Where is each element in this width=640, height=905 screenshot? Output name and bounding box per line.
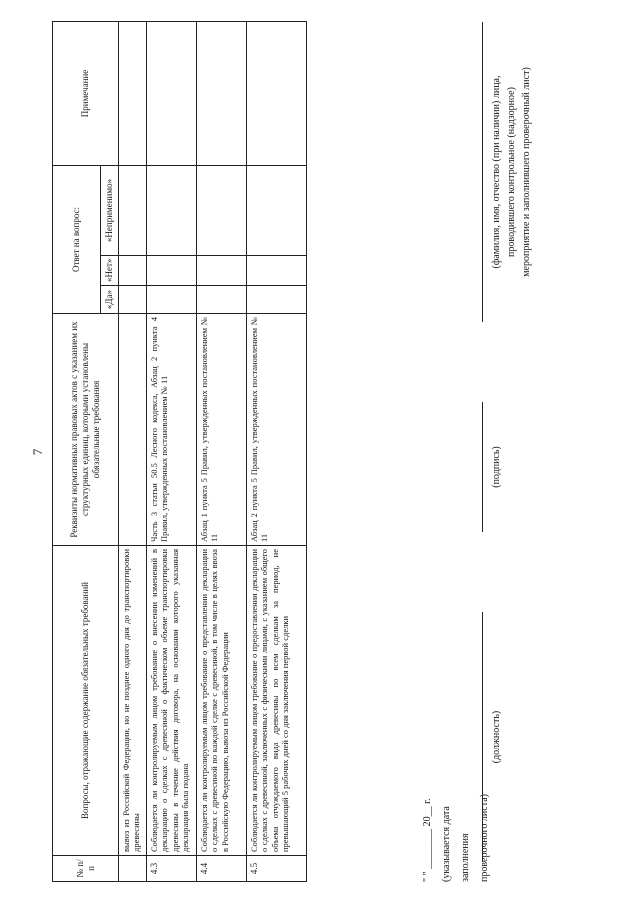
note-cell[interactable] <box>247 22 307 166</box>
answer-na-cell[interactable] <box>197 166 247 256</box>
date-caption: заполнения <box>460 833 471 882</box>
header-num: № п/п <box>53 856 119 882</box>
row-reference: Абзац 1 пункта 5 Правил, утвержденных постановлением № 11 <box>197 314 247 546</box>
requirements-table <box>52 21 307 882</box>
answer-yes-cell[interactable] <box>247 286 307 314</box>
answer-no-cell[interactable] <box>197 256 247 286</box>
note-cell[interactable] <box>147 22 197 166</box>
row-question: Соблюдается ли контролируемым лицом требование о предоставлении декларации о сделках с древесиной, заключенных с физическими лицами, с указанием общего объема отчуждаемого вида древесины по всем сделкам за период, не превышающий 5 рабочих дней со дня заключения первой сделки <box>247 546 307 856</box>
answer-yes-cell[interactable] <box>147 286 197 314</box>
header-answer: Ответ на вопрос: <box>53 166 101 314</box>
date-line: " " ________ 20__ г. <box>422 798 433 882</box>
signature-line <box>482 402 483 532</box>
table-row <box>197 22 247 882</box>
table-row <box>247 22 307 882</box>
answer-no-cell[interactable] <box>147 256 197 286</box>
page-number: 7 <box>30 448 45 456</box>
row-num: 4.3 <box>147 856 197 882</box>
signature-field <box>482 402 504 532</box>
row-reference: Абзац 2 пункта 5 Правил, утвержденных постановлением № 11 <box>247 314 307 546</box>
name-signature-field <box>482 22 534 322</box>
row-question: Соблюдается ли контролируемым лицом требование о представлении декларации о сделках с древесиной по каждой сделке с древесиной, в том числе в целях ввоза в Российскую Федерацию, вывоза из Российской Федерации <box>197 546 247 856</box>
date-caption: (указывается дата <box>441 806 452 882</box>
row-question: Соблюдается ли контролируемым лицом требование о внесении изменений в декларацию о сделках с древесиной о фактическом объеме транспортировки древесины в течение действия договора, на основании которого указанная декларация была подана <box>147 546 197 856</box>
note-cell[interactable] <box>197 22 247 166</box>
name-caption: мероприятие и заполнившего проверочный лист) <box>521 67 532 277</box>
table-row <box>147 22 197 882</box>
header-reference: Реквизиты нормативных правовых актов с указанием их структурных единиц, которыми установлены обязательные требования <box>53 314 119 546</box>
row-reference <box>119 314 147 546</box>
note-cell[interactable] <box>119 22 147 166</box>
answer-na-cell[interactable] <box>119 166 147 256</box>
signature-caption: (подпись) <box>491 446 502 488</box>
header-na: «Неприменимо» <box>101 166 119 256</box>
name-caption: (фамилия, имя, отчество (при наличии) лица, <box>491 75 502 269</box>
answer-no-cell[interactable] <box>247 256 307 286</box>
date-caption: проверочного листа) <box>479 794 490 882</box>
position-signature-field <box>482 612 504 862</box>
answer-na-cell[interactable] <box>147 166 197 256</box>
table-row <box>119 22 147 882</box>
signature-line <box>482 22 483 322</box>
answer-no-cell[interactable] <box>119 256 147 286</box>
row-num <box>119 856 147 882</box>
header-note: Примечание <box>53 22 119 166</box>
row-reference: Часть 3 статьи 50.5 Лесного кодекса, Абзац 2 пункта 4 Правил, утвержденных постановлением № 11 <box>147 314 197 546</box>
row-num: 4.4 <box>197 856 247 882</box>
answer-yes-cell[interactable] <box>119 286 147 314</box>
name-caption: проводившего контрольное (надзорное) <box>506 87 517 257</box>
answer-na-cell[interactable] <box>247 166 307 256</box>
answer-yes-cell[interactable] <box>197 286 247 314</box>
header-yes: «Да» <box>101 286 119 314</box>
document-page <box>30 22 610 882</box>
header-no: «Нет» <box>101 256 119 286</box>
signature-line <box>482 612 483 862</box>
position-caption: (должность) <box>491 710 502 764</box>
row-question: вывоз из Российской Федерации, но не позднее одного дня до транспортировки древесины <box>119 546 147 856</box>
row-num: 4.5 <box>247 856 307 882</box>
header-question: Вопросы, отражающие содержание обязательных требований <box>53 546 119 856</box>
